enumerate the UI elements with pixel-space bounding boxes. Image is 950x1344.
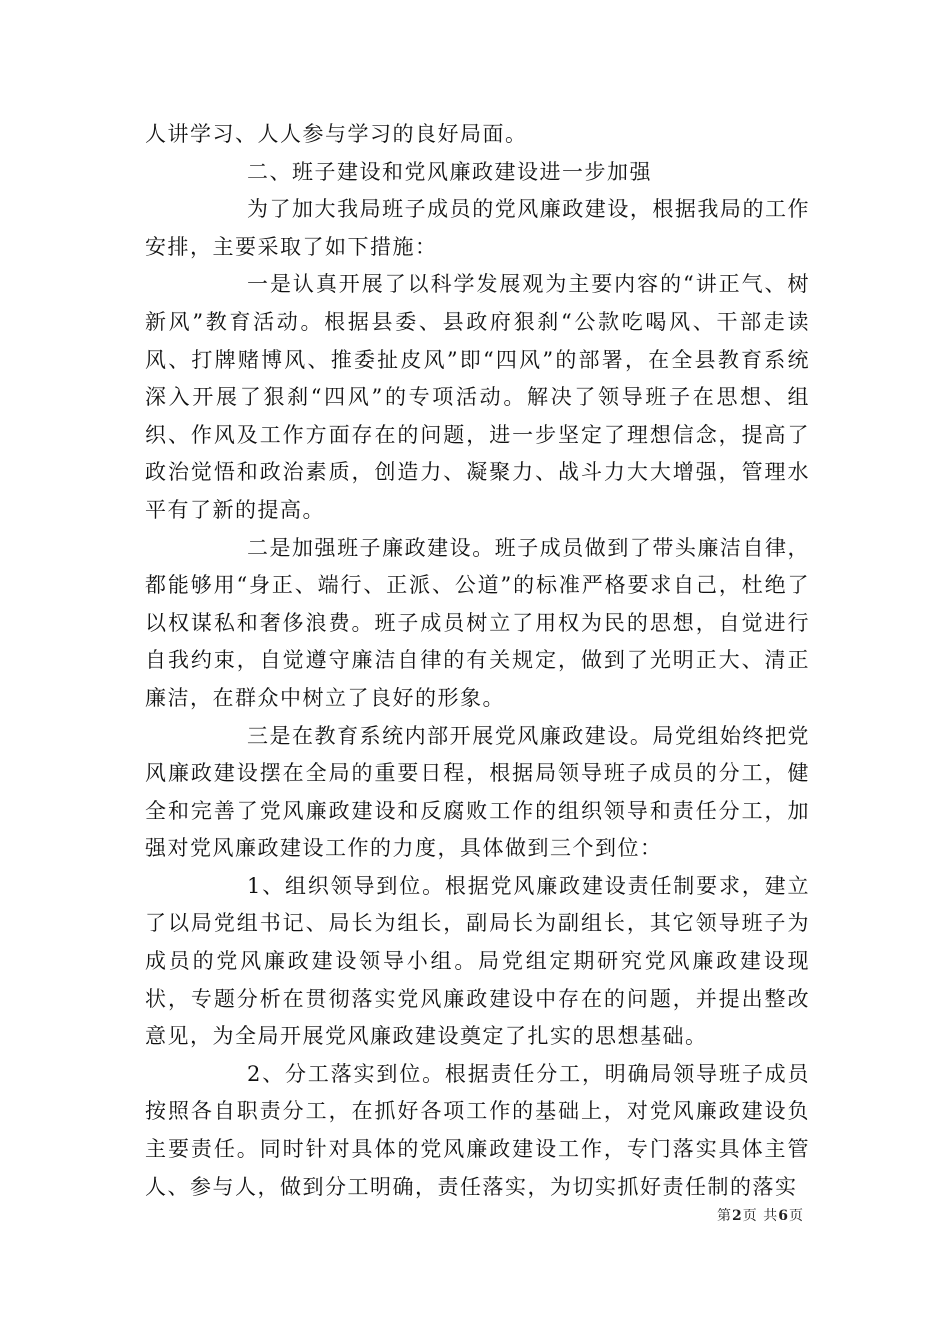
paragraph-item-two: 二是加强班子廉政建设。班子成员做到了带头廉洁自律，都能够用“身正、端行、正派、公道”的标准严格要求自己，杜绝了以权谋私和奢侈浪费。班子成员树立了用权为民的思想，自觉进行自我约束，自觉遵守廉洁自律的有关规定，做到了光明正大、清正廉洁，在群众中树立了良好的形象。 <box>145 535 810 710</box>
paragraph-subitem-2: 2、分工落实到位。根据责任分工，明确局领导班子成员按照各自职责分工，在抓好各项工作的基础上，对党风廉政建设负主要责任。同时针对具体的党风廉政建设工作，专门落实具体主管人、参与人，做到分工明确，责任落实，为切实抓好责任制的落实 <box>145 1061 810 1199</box>
footer-prefix: 第 <box>717 1208 733 1224</box>
paragraph-continuation: 人讲学习、人人参与学习的良好局面。 <box>145 122 528 146</box>
page-number-footer <box>717 1205 804 1225</box>
footer-suffix: 页 <box>789 1208 804 1224</box>
paragraph-intro: 为了加大我局班子成员的党风廉政建设，根据我局的工作安排，主要采取了如下措施： <box>145 197 810 259</box>
paragraph-item-three: 三是在教育系统内部开展党风廉政建设。局党组始终把党风廉政建设摆在全局的重要日程，根据局领导班子成员的分工，健全和完善了党风廉政建设和反腐败工作的组织领导和责任分工，加强对党风廉政建设工作的力度，具体做到三个到位： <box>145 723 810 861</box>
document-body <box>145 116 810 1206</box>
section-heading: 二、班子建设和党风廉政建设进一步加强 <box>247 159 652 184</box>
paragraph-subitem-1: 1、组织领导到位。根据党风廉政建设责任制要求，建立了以局党组书记、局长为组长，副局长为副组长，其它领导班子为成员的党风廉政建设领导小组。局党组定期研究党风廉政建设现状，专题分析在贯彻落实党风廉政建设中存在的问题，并提出整改意见，为全局开展党风廉政建设奠定了扎实的思想基础。 <box>145 873 810 1049</box>
footer-middle: 页 共 <box>742 1208 779 1224</box>
footer-current-page: 2 <box>732 1208 743 1224</box>
paragraph-item-one: 一是认真开展了以科学发展观为主要内容的“讲正气、树新风”教育活动。根据县委、县政府狠刹“公款吃喝风、干部走读风、打牌赌博风、推委扯皮风”即“四风”的部署，在全县教育系统深入开展了狠刹“四风”的专项活动。解决了领导班子在思想、组织、作风及工作方面存在的问题，进一步坚定了理想信念，提高了政治觉悟和政治素质，创造力、凝聚力、战斗力大大增强，管理水平有了新的提高。 <box>145 272 810 522</box>
footer-total-pages: 6 <box>778 1208 789 1224</box>
